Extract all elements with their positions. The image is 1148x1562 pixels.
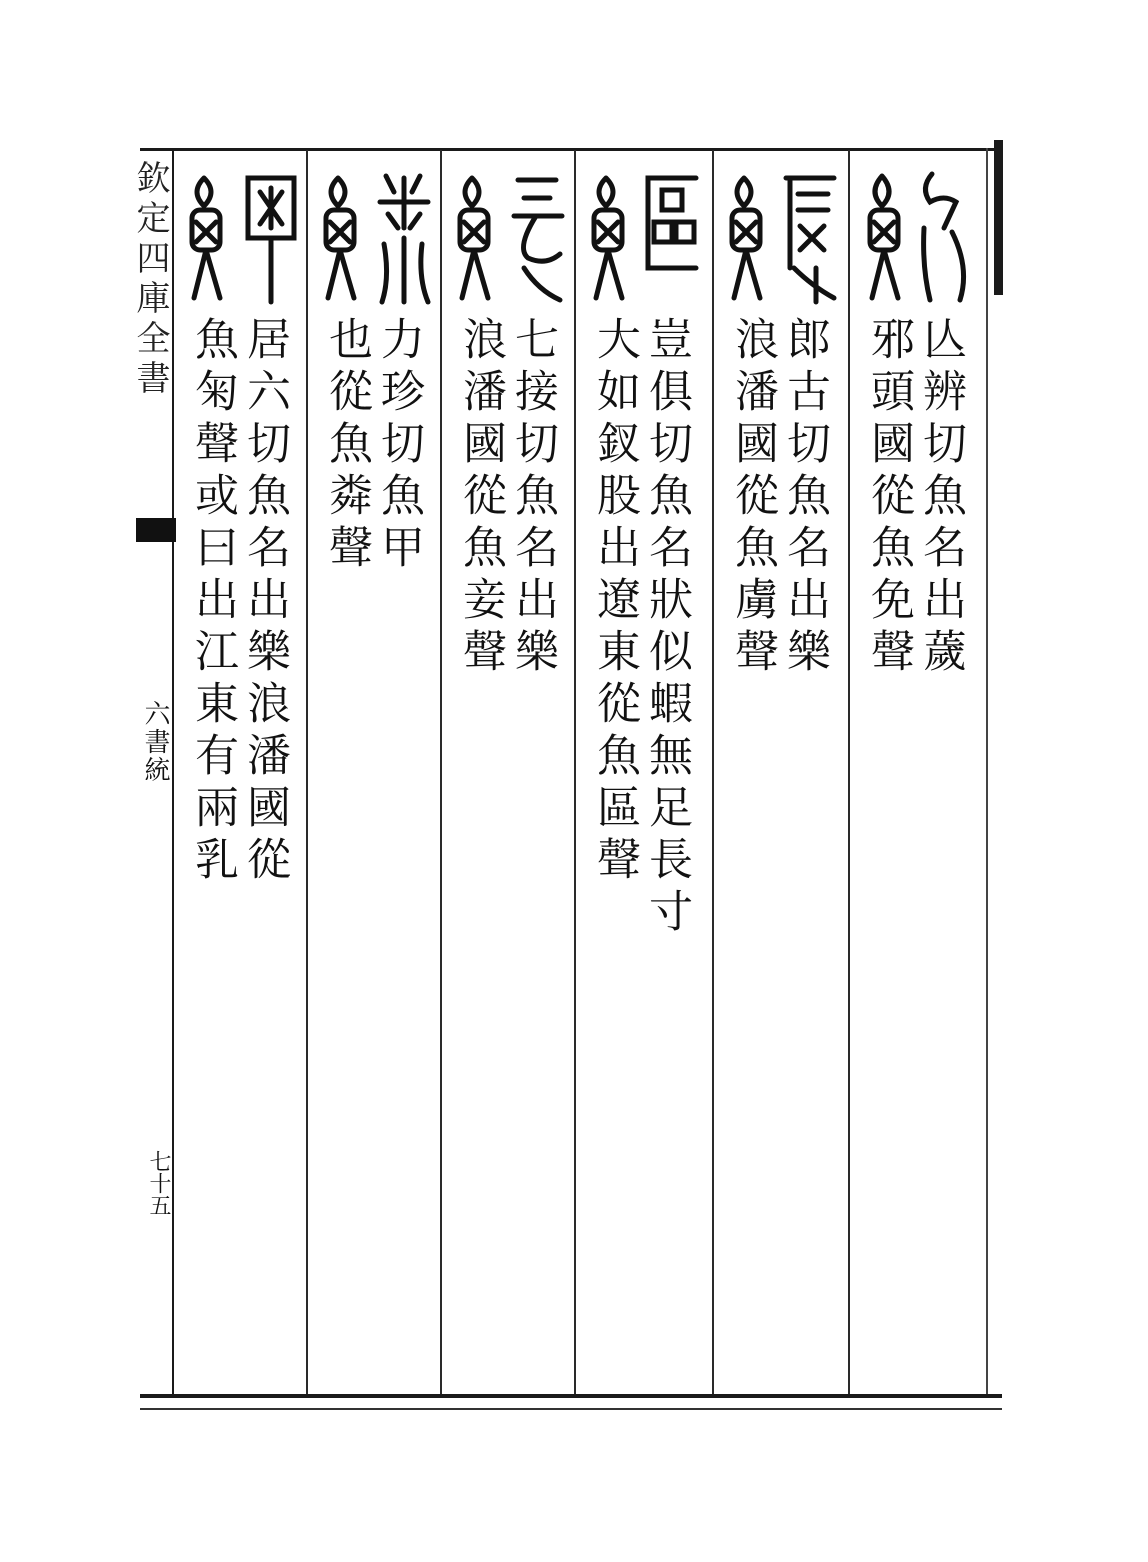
dictionary-entry — [444, 158, 576, 1388]
entry-line: 亾辨切魚名出薉 — [915, 316, 966, 680]
fish-tail-mark — [136, 518, 176, 542]
dictionary-entry — [310, 158, 442, 1388]
entry-line: 郎古切魚名出樂 — [779, 316, 830, 680]
section-title: 六書統 — [140, 700, 170, 784]
seal-script-glyph — [444, 158, 576, 308]
entry-line: 浪潘國從魚妾聲 — [455, 316, 506, 680]
seal-script-glyph — [578, 158, 710, 308]
frame-right-bar — [994, 140, 1003, 295]
entry-line: 魚匊聲或曰出江東有兩乳 — [187, 316, 238, 888]
entry-line: 邪頭國從魚免聲 — [863, 316, 914, 680]
dictionary-entry — [716, 158, 848, 1388]
seal-script-glyph — [852, 158, 984, 308]
column-divider — [712, 150, 714, 1394]
entry-line: 居六切魚名出樂浪潘國從 — [239, 316, 290, 888]
entry-line: 大如釵股出遼東從魚區聲 — [589, 316, 640, 888]
seal-script-glyph — [310, 158, 442, 308]
column-divider — [848, 150, 850, 1394]
frame-bottom-rule — [140, 1394, 1002, 1398]
seal-script-glyph — [716, 158, 848, 308]
book-title: 欽定四庫全書 — [130, 160, 170, 400]
entry-line: 七接切魚名出樂 — [507, 316, 558, 680]
frame-right-rule — [986, 148, 988, 1394]
entry-line: 也從魚粦聲 — [321, 316, 372, 576]
page-number: 七十五 — [146, 1150, 171, 1216]
entry-line: 豈俱切魚名狀似蝦無足長寸 — [641, 316, 692, 940]
entry-line: 浪潘國從魚虜聲 — [727, 316, 778, 680]
entry-line: 力珍切魚甲 — [373, 316, 424, 576]
seal-script-glyph — [176, 158, 308, 308]
dictionary-entry — [578, 158, 710, 1388]
frame-bottom-rule-inner — [140, 1408, 1002, 1410]
dictionary-entry — [852, 158, 984, 1388]
dictionary-entry — [176, 158, 308, 1388]
frame-top-rule — [140, 148, 1002, 151]
